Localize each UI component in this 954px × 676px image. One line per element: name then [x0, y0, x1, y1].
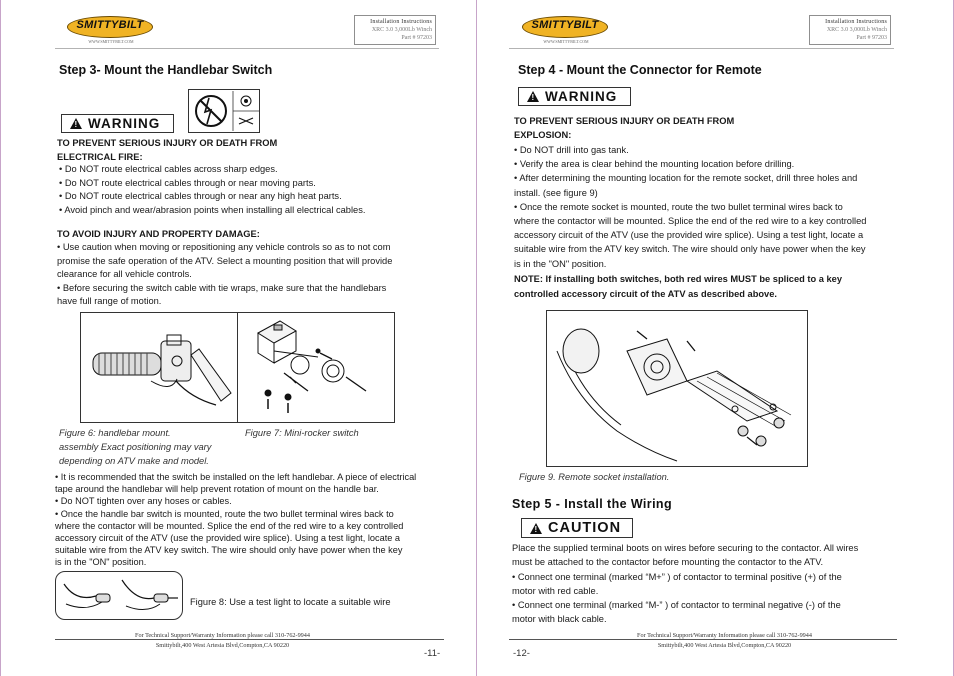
list-item: • Do NOT route electrical cables through or near any high heat parts. — [59, 191, 342, 201]
footer-address: Smittybilt,400 West Artesia Blvd,Compton,CA 90220 — [155, 642, 290, 649]
caution-banner: ! CAUTION — [521, 518, 633, 538]
handlebar-switch-illustration — [81, 313, 237, 422]
figure-9 — [546, 310, 808, 467]
remote-socket-illustration — [547, 311, 807, 466]
step-5-title: Step 5 - Install the Wiring — [512, 497, 673, 511]
test-light-illustration — [56, 572, 182, 619]
fire-bullets — [59, 163, 365, 217]
step-4-paragraph: • Do NOT drill into gas tank. • Verify the area is clear behind the mounting location before drilling. • After determining the mounting location for the remote socket, drill three holes and install. (see figure 9) • Once the remote socket is mounted, route the two bullet terminal wires back to where the contactor will be mounted. Splice the end of the red wire to a key controlled accessory circuit of the ATV (use the provided wire splice). Using a test light, locate a suitable wire from the ATV key switch. The wire should only have power when the key is in the "ON" position. — [514, 145, 867, 269]
figure-6-caption: Figure 6: handlebar mount. assembly Exact positioning may vary depending on ATV make and model. — [59, 428, 212, 466]
header-rule — [509, 48, 894, 49]
footer-address: Smittybilt,400 West Artesia Blvd,Compton,CA 90220 — [657, 642, 792, 649]
figure-8 — [55, 571, 183, 620]
figure-9-caption: Figure 9. Remote socket installation. — [519, 472, 670, 482]
step-4-title: Step 4 - Mount the Connector for Remote — [518, 63, 762, 77]
header-rule — [55, 48, 439, 49]
mini-rocker-switch-illustration — [238, 313, 394, 422]
smittybilt-logo: SMITTYBILT WWW.SMITTYBILT.COM — [522, 16, 608, 46]
installation-info-box: Installation Instructions XRC 3.0 3,000Lb Winch Part # 97203 — [809, 15, 891, 45]
electrical-hazard-icon — [188, 89, 260, 133]
figure-8-caption: Figure 8: Use a test light to locate a suitable wire — [190, 597, 391, 607]
footer-support: For Technical Support/Warranty Information please call 310-762-9944 — [637, 632, 812, 639]
warning-banner: ! WARNING — [61, 114, 174, 133]
list-item: • Do NOT route electrical cables through or near moving parts. — [59, 177, 316, 188]
note-paragraph: NOTE: If installing both switches, both red wires MUST be spliced to a key controlled accessory circuit of the ATV as described above. — [514, 274, 843, 299]
page-number: -11- — [424, 648, 441, 659]
warning-triangle-icon — [70, 118, 82, 129]
list-item: • Avoid pinch and wear/abrasion points when installing all electrical cables. — [59, 204, 366, 215]
footer-rule — [55, 639, 444, 640]
warning-banner: ! WARNING — [518, 87, 631, 106]
switch-install-paragraph: • It is recommended that the switch be installed on the left handlebar. A piece of electrical tape around the handlebar will help prevent rotation of mount on the handle bar. • Do NOT tighten over any hoses or cables. • Once the handle bar switch is mounted, route the two bullet terminal wires back to where the contactor will be mounted. Splice the end of the red wire to a key controlled accessory circuit of the ATV (use the provided wire splice). Using a test light, locate a suitable wire from the ATV key switch. The wire should only have power when the key is in the "ON" position. — [55, 472, 417, 568]
figure-7-caption: Figure 7: Mini-rocker switch — [245, 428, 359, 438]
step-5-paragraph: Place the supplied terminal boots on wires before securing to the contactor. All wires must be attached to the contactor before mounting the contactor to the ATV. • Connect one terminal (marked “M+” ) of contactor to terminal positive (+) of the motor with red cable. • Connect one terminal (marked “M-” ) of contactor to terminal negative (-) of the motor with black cable. — [512, 543, 859, 625]
page-number: -12- — [513, 648, 530, 659]
injury-paragraph: • Use caution when moving or repositioning any vehicle controls so as to not com promise the safe operation of the ATV. Select a mounting position that will provide clearance for all vehicle controls. • Before securing the switch cable with tie wraps, make sure that the handlebars have full range of motion. — [57, 242, 393, 306]
footer-rule — [509, 639, 897, 640]
explosion-heading: TO PREVENT SERIOUS INJURY OR DEATH FROM EXPLOSION: — [514, 116, 735, 140]
footer-support: For Technical Support/Warranty Information please call 310-762-9944 — [135, 632, 310, 639]
warning-triangle-icon — [527, 91, 539, 102]
figures-6-7 — [80, 312, 395, 423]
fire-heading: TO PREVENT SERIOUS INJURY OR DEATH FROM ELECTRICAL FIRE: — [57, 138, 278, 162]
warning-triangle-icon — [530, 523, 542, 534]
list-item: • Do NOT route electrical cables across sharp edges. — [59, 164, 278, 174]
smittybilt-logo: SMITTYBILT WWW.SMITTYBILT.COM — [67, 16, 153, 46]
page-12 — [477, 0, 954, 676]
installation-info-box: Installation Instructions XRC 3.0 3,000Lb Winch Part # 97203 — [354, 15, 436, 45]
injury-heading: TO AVOID INJURY AND PROPERTY DAMAGE: — [57, 229, 260, 239]
step-3-title: Step 3- Mount the Handlebar Switch — [59, 63, 273, 77]
